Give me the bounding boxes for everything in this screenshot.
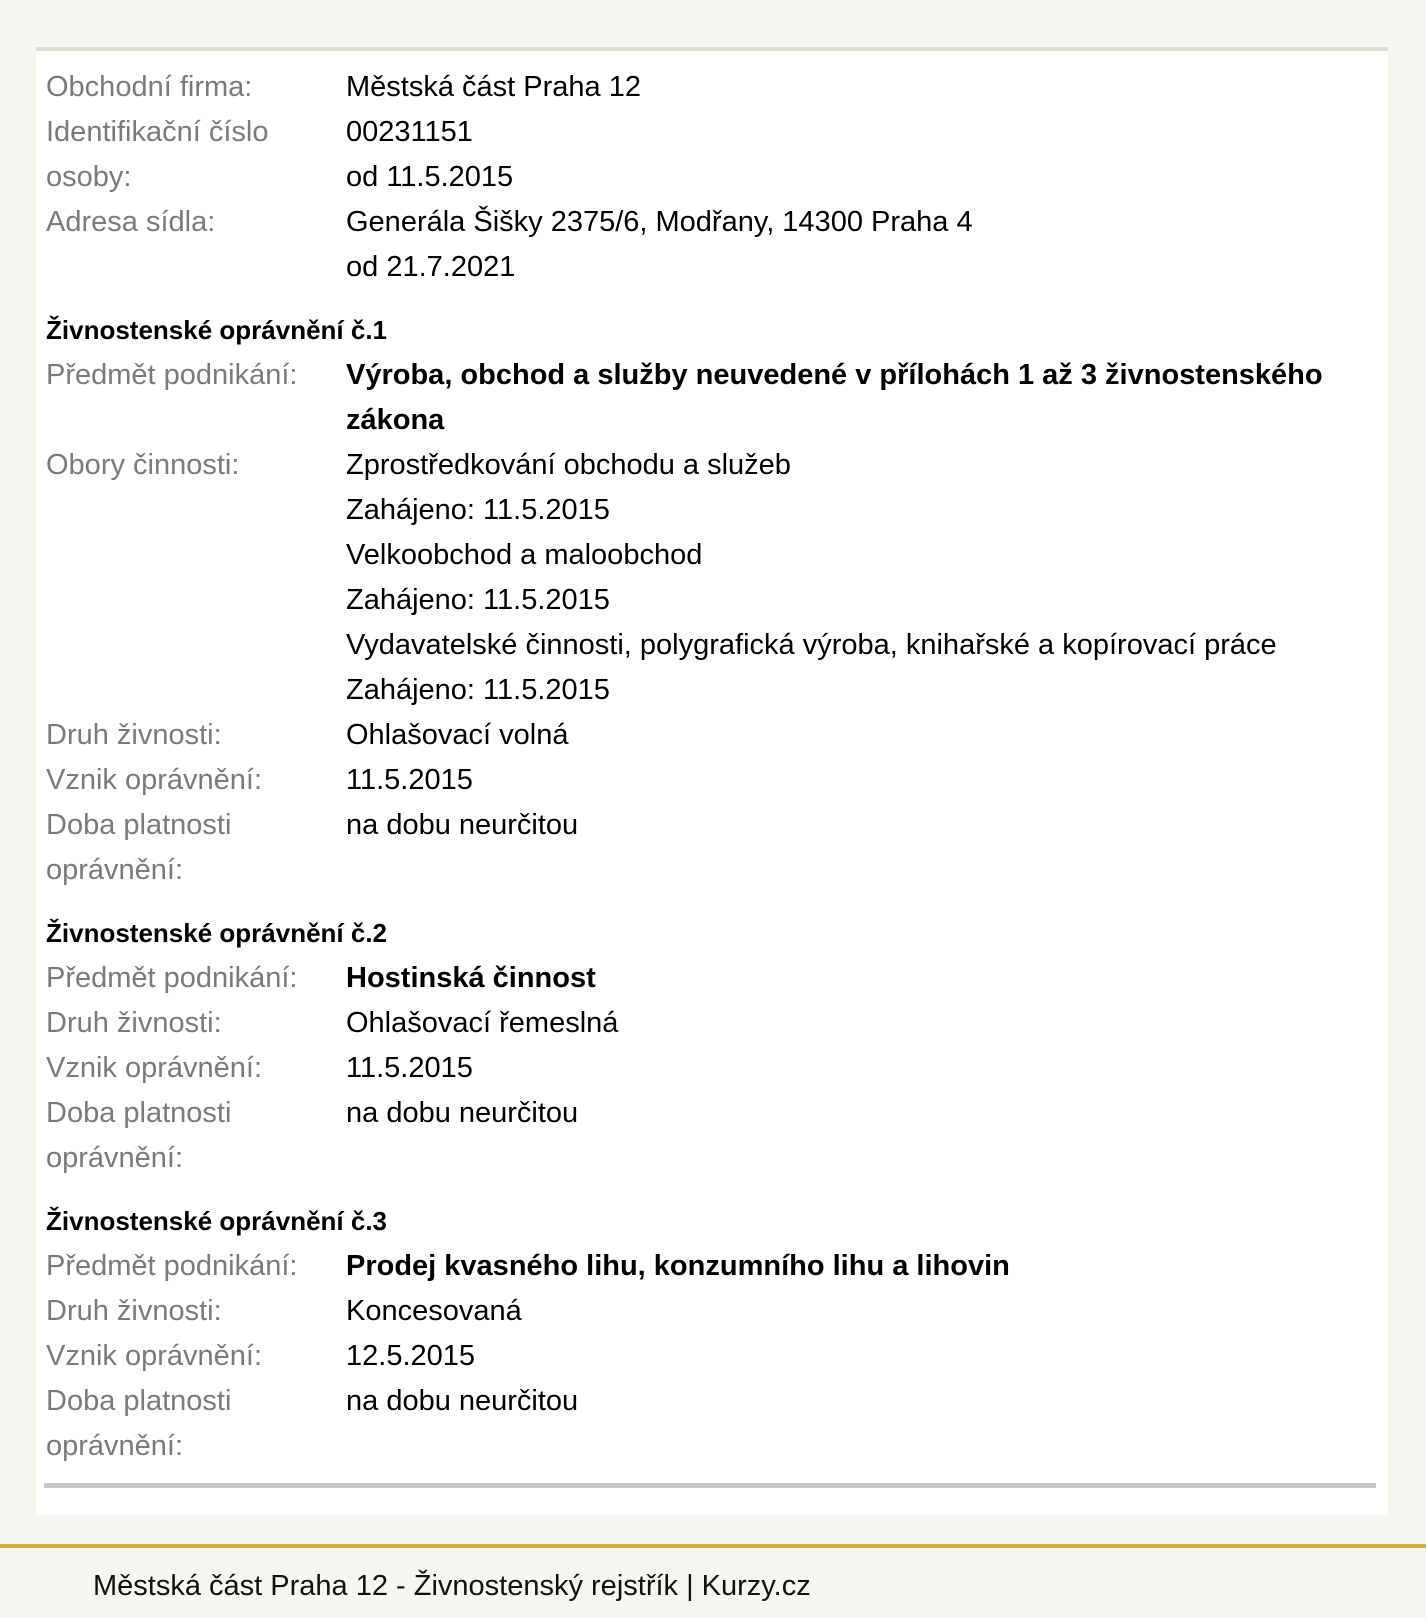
permit-1-validity-label-line1: Doba platnosti	[46, 809, 232, 841]
permit-3-validity-value: na dobu neurčitou	[346, 1385, 579, 1417]
permit-3-subject-label: Předmět podnikání:	[46, 1250, 298, 1282]
permit-1-origin-row	[46, 758, 1378, 803]
permit-1-field-3-started: Zahájeno: 11.5.2015	[346, 674, 610, 706]
permit-3-type-row	[46, 1289, 1378, 1334]
permit-1-type-label: Druh živnosti:	[46, 719, 222, 751]
permit-1-subject-line2: zákona	[346, 404, 445, 436]
company-address-label: Adresa sídla:	[46, 206, 216, 238]
permit-3-origin-value: 12.5.2015	[346, 1340, 476, 1372]
permit-1-subject-label: Předmět podnikání:	[46, 359, 298, 391]
company-id-row	[46, 110, 1378, 200]
page-footer	[0, 1544, 1426, 1618]
company-name-label: Obchodní firma:	[46, 71, 253, 103]
permit-3-type-label: Druh živnosti:	[46, 1295, 222, 1327]
permit-1-field-1-name: Zprostředkování obchodu a služeb	[346, 449, 791, 481]
record-content	[46, 65, 1378, 1469]
company-address-text: Generála Šišky 2375/6, Modřany, 14300 Praha 4	[346, 206, 973, 238]
permit-1-subject-line1: Výroba, obchod a služby neuvedené v přílohách 1 až 3 živnostenského	[346, 359, 1323, 391]
company-id-label	[46, 110, 346, 200]
permit-2-validity-label	[46, 1091, 346, 1181]
permit-3-subject-row	[46, 1244, 1378, 1289]
permit-1-validity-label-line2: oprávnění:	[46, 854, 184, 886]
company-id-since: od 11.5.2015	[346, 161, 514, 193]
permit-1-field-2-started: Zahájeno: 11.5.2015	[346, 584, 610, 616]
permit-1-field-2-name: Velkoobchod a maloobchod	[346, 539, 703, 571]
company-address-since: od 21.7.2021	[346, 251, 516, 283]
permit-1-type-value: Ohlašovací volná	[346, 719, 569, 751]
permit-3-validity-label-line1: Doba platnosti	[46, 1385, 232, 1417]
permit-heading-3: Živnostenské oprávnění č.3	[46, 1206, 388, 1236]
permit-2-subject-label: Předmět podnikání:	[46, 962, 298, 994]
permit-1-type-row	[46, 713, 1378, 758]
permit-3-origin-label: Vznik oprávnění:	[46, 1340, 263, 1372]
company-name-row	[46, 65, 1378, 110]
permit-1-fields-row	[46, 443, 1378, 713]
permit-1-origin-value: 11.5.2015	[346, 764, 473, 796]
permit-1-validity-row	[46, 803, 1378, 893]
permit-3-subject-value: Prodej kvasného lihu, konzumního lihu a lihovin	[346, 1250, 1010, 1282]
footer-text: Městská část Praha 12 - Živnostenský rejstřík | Kurzy.cz	[93, 1570, 811, 1602]
permit-3-validity-label-line2: oprávnění:	[46, 1430, 184, 1462]
permit-2-origin-label: Vznik oprávnění:	[46, 1052, 263, 1084]
permit-2-type-row	[46, 1001, 1378, 1046]
permit-2-type-label: Druh živnosti:	[46, 1007, 222, 1039]
record-bottom-divider	[44, 1483, 1376, 1488]
permit-2-subject-value: Hostinská činnost	[346, 962, 596, 994]
permit-3-validity-row	[46, 1379, 1378, 1469]
permit-heading-2: Živnostenské oprávnění č.2	[46, 918, 388, 948]
permit-1-field-3-name: Vydavatelské činnosti, polygrafická výroba, knihařské a kopírovací práce	[346, 629, 1277, 661]
company-id-number: 00231151	[346, 116, 473, 148]
permit-1-subject-value	[346, 353, 1378, 443]
permit-1-subject-row	[46, 353, 1378, 443]
permit-1-validity-label	[46, 803, 346, 893]
permit-3-validity-label	[46, 1379, 346, 1469]
permit-2-origin-value: 11.5.2015	[346, 1052, 473, 1084]
permit-1-field-1-started: Zahájeno: 11.5.2015	[346, 494, 610, 526]
company-name-value: Městská část Praha 12	[346, 71, 641, 103]
company-address-row	[46, 200, 1378, 290]
permit-3-type-value: Koncesovaná	[346, 1295, 522, 1327]
company-address-value	[346, 200, 1378, 290]
company-id-label-line2: osoby:	[46, 161, 132, 193]
permit-1-validity-value: na dobu neurčitou	[346, 809, 579, 841]
permit-1-fields-list	[346, 443, 1378, 713]
permit-2-type-value: Ohlašovací řemeslná	[346, 1007, 619, 1039]
permit-2-subject-row	[46, 956, 1378, 1001]
permit-2-validity-value: na dobu neurčitou	[346, 1097, 579, 1129]
company-id-label-line1: Identifikační číslo	[46, 116, 269, 148]
registry-record-card	[36, 47, 1388, 1515]
company-id-value	[346, 110, 1378, 200]
permit-1-fields-label: Obory činnosti:	[46, 449, 240, 481]
permit-2-validity-label-line2: oprávnění:	[46, 1142, 184, 1174]
permit-1-origin-label: Vznik oprávnění:	[46, 764, 263, 796]
permit-2-validity-row	[46, 1091, 1378, 1181]
permit-heading-1: Živnostenské oprávnění č.1	[46, 315, 388, 345]
permit-3-origin-row	[46, 1334, 1378, 1379]
permit-2-origin-row	[46, 1046, 1378, 1091]
permit-2-validity-label-line1: Doba platnosti	[46, 1097, 232, 1129]
